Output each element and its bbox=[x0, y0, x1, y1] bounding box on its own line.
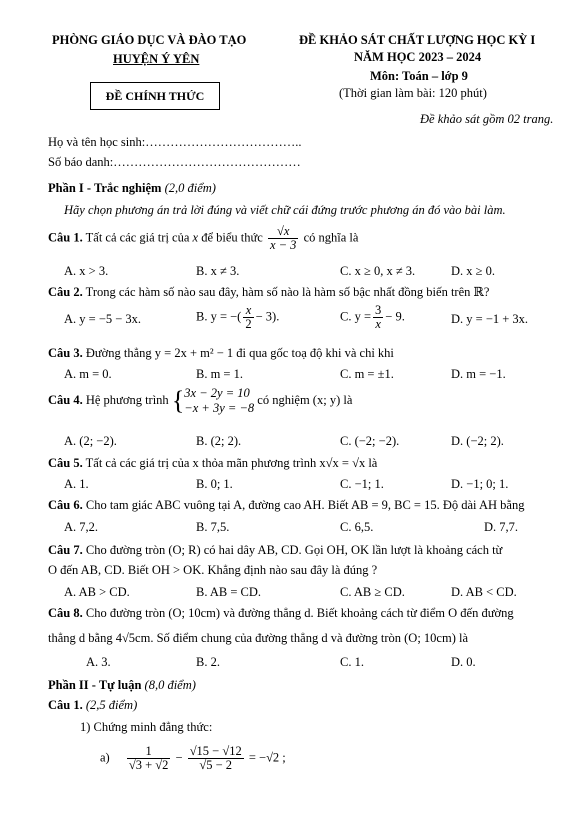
school-year: NĂM HỌC 2023 – 2024 bbox=[354, 50, 482, 64]
official-stamp: ĐỀ CHÍNH THỨC bbox=[90, 82, 220, 110]
q3-option-b: B. m = 1. bbox=[196, 367, 243, 381]
part1-title: Phần I - Trắc nghiệm bbox=[48, 181, 162, 195]
part2-question-1 bbox=[48, 698, 137, 713]
q6-option-a: A. 7,2. bbox=[64, 520, 99, 534]
exam-time: (Thời gian làm bài: 120 phút) bbox=[339, 86, 487, 100]
q4-post: có nghiệm (x; y) là bbox=[257, 392, 353, 407]
question-4 bbox=[48, 386, 352, 416]
page-count: Đề khảo sát gồm 02 trang. bbox=[420, 112, 554, 126]
part2-points: (8,0 điểm) bbox=[144, 678, 196, 692]
q2-option-c bbox=[340, 304, 405, 331]
part2-item-a bbox=[100, 745, 286, 772]
q6-option-b: B. 7,5. bbox=[196, 520, 230, 534]
q1-var: x bbox=[192, 230, 199, 245]
question-5 bbox=[48, 456, 377, 471]
q2-c-den: x bbox=[375, 317, 381, 332]
question-1 bbox=[48, 225, 358, 252]
q4-pre: Hệ phương trình bbox=[85, 392, 169, 407]
q2-c-num: 3 bbox=[375, 303, 382, 317]
q2-label: Câu 2. bbox=[48, 285, 83, 299]
q8-option-b: B. 2. bbox=[196, 655, 220, 669]
q8-line2: thẳng d bằng 4√5cm. Số điểm chung của đường thẳng d và đường tròn (O; 10cm) là bbox=[48, 631, 469, 645]
part1-instruction: Hãy chọn phương án trả lời đúng và viết chữ cái đứng trước phương án đó vào bài làm. bbox=[64, 203, 506, 217]
q4-option-c: C. (−2; −2). bbox=[340, 434, 400, 448]
q7-line2: O đến AB, CD. Biết OH > OK. Khẳng định nào sau đây là đúng ? bbox=[48, 563, 378, 577]
q3-label: Câu 3. bbox=[48, 346, 83, 360]
q4-eq2: −x + 3y = −8 bbox=[184, 401, 255, 415]
q1-den: x − 3 bbox=[269, 238, 297, 253]
q4-eq1: 3x − 2y = 10 bbox=[184, 386, 250, 400]
item-a-rhs: = −√2 ; bbox=[248, 750, 286, 765]
question-8 bbox=[48, 606, 514, 621]
q8-label: Câu 8. bbox=[48, 606, 83, 620]
item-a-fraction-1 bbox=[127, 745, 171, 772]
part1-heading bbox=[48, 181, 216, 196]
exam-title: ĐỀ KHẢO SÁT CHẤT LƯỢNG HỌC KỲ I bbox=[299, 33, 536, 47]
q3-option-c: C. m = ±1. bbox=[340, 367, 394, 381]
part1-points: (2,0 điểm) bbox=[164, 181, 216, 195]
student-name-field: Họ và tên học sinh:……………………………….. bbox=[48, 135, 302, 149]
q7-option-d: D. AB < CD. bbox=[451, 585, 517, 599]
q8-option-c: C. 1. bbox=[340, 655, 364, 669]
part2-heading bbox=[48, 678, 196, 693]
q2-b-pre: B. y = −( bbox=[196, 309, 242, 324]
q2-b-den: 2 bbox=[245, 317, 252, 332]
q2-b-num: x bbox=[243, 304, 253, 318]
item-a-label: a) bbox=[100, 750, 110, 765]
q8-option-d: D. 0. bbox=[451, 655, 476, 669]
q3-option-d: D. m = −1. bbox=[451, 367, 506, 381]
item-a-f1-num: 1 bbox=[127, 745, 171, 759]
q2-b-fraction bbox=[243, 304, 253, 331]
q7-option-a: A. AB > CD. bbox=[64, 585, 130, 599]
q2-b-post: − 3). bbox=[255, 309, 280, 324]
q2-c-pre: C. y = bbox=[340, 309, 372, 324]
question-2 bbox=[48, 284, 489, 300]
system-brace: { bbox=[171, 386, 185, 415]
q2-option-b bbox=[196, 304, 279, 331]
q1-post: có nghĩa là bbox=[303, 230, 359, 245]
q8-line1: Cho đường tròn (O; 10cm) và đường thẳng d. Biết khoảng cách từ điểm O đến đường bbox=[85, 606, 514, 620]
q8-option-a: A. 3. bbox=[86, 655, 111, 669]
q1-pre: Tất cả các giá trị của bbox=[85, 230, 190, 245]
question-6 bbox=[48, 498, 524, 513]
q5-option-b: B. 0; 1. bbox=[196, 477, 233, 491]
q2-c-fraction bbox=[373, 304, 383, 331]
part2-title: Phần II - Tự luận bbox=[48, 678, 142, 692]
q3-text: Đường thẳng y = 2x + m² − 1 đi qua gốc toạ độ khi và chỉ khi bbox=[85, 346, 394, 360]
q1-mid: để biểu thức bbox=[201, 230, 263, 245]
q6-label: Câu 6. bbox=[48, 498, 83, 512]
q4-system bbox=[184, 386, 254, 416]
q5-option-d: D. −1; 0; 1. bbox=[451, 477, 509, 491]
q1-num: √x bbox=[268, 225, 298, 239]
q5-text: Tất cả các giá trị của x thỏa mãn phương trình x√x = √x là bbox=[85, 456, 378, 470]
q7-line1: Cho đường tròn (O; R) có hai dây AB, CD. Gọi OH, OK lần lượt là khoảng cách từ bbox=[85, 543, 503, 557]
q1-fraction bbox=[268, 225, 298, 252]
q1-label: Câu 1. bbox=[48, 230, 83, 245]
question-3 bbox=[48, 346, 394, 361]
q2-c-post: − 9. bbox=[385, 309, 405, 324]
q1-option-b: B. x ≠ 3. bbox=[196, 264, 240, 278]
part2-c1-points: (2,5 điểm) bbox=[85, 698, 138, 712]
q5-label: Câu 5. bbox=[48, 456, 83, 470]
part2-item-1: 1) Chứng minh đẳng thức: bbox=[80, 720, 213, 734]
q3-option-a: A. m = 0. bbox=[64, 367, 112, 381]
q2-text: Trong các hàm số nào sau đây, hàm số nào là hàm số bậc nhất đồng biến trên ℝ? bbox=[85, 285, 490, 299]
part2-c1-label: Câu 1. bbox=[48, 698, 83, 712]
q1-option-c: C. x ≥ 0, x ≠ 3. bbox=[340, 264, 416, 278]
q1-option-d: D. x ≥ 0. bbox=[451, 264, 496, 278]
q4-option-a: A. (2; −2). bbox=[64, 434, 117, 448]
item-a-f1-den: √3 + √2 bbox=[128, 758, 169, 773]
item-a-f2-num: √15 − √12 bbox=[189, 744, 242, 758]
student-id-field: Số báo danh:……………………………………… bbox=[48, 155, 301, 169]
minus-sign: − bbox=[175, 750, 183, 765]
q7-label: Câu 7. bbox=[48, 543, 83, 557]
q6-option-c: C. 6,5. bbox=[340, 520, 374, 534]
q4-option-d: D. (−2; 2). bbox=[451, 434, 504, 448]
department-title: PHÒNG GIÁO DỤC VÀ ĐÀO TẠO bbox=[52, 33, 247, 47]
q4-option-b: B. (2; 2). bbox=[196, 434, 242, 448]
q6-text: Cho tam giác ABC vuông tại A, đường cao AH. Biết AB = 9, BC = 15. Độ dài AH bằng bbox=[85, 498, 525, 512]
q1-option-a: A. x > 3. bbox=[64, 264, 109, 278]
q7-option-b: B. AB = CD. bbox=[196, 585, 262, 599]
item-a-f2-den: √5 − 2 bbox=[199, 758, 233, 773]
district-title: HUYỆN Ý YÊN bbox=[113, 52, 200, 66]
item-a-fraction-2 bbox=[188, 745, 244, 772]
q4-label: Câu 4. bbox=[48, 392, 83, 407]
question-7 bbox=[48, 543, 502, 558]
subject: Môn: Toán – lớp 9 bbox=[370, 69, 468, 83]
q6-option-d: D. 7,7. bbox=[484, 520, 519, 534]
q5-option-a: A. 1. bbox=[64, 477, 89, 491]
q7-option-c: C. AB ≥ CD. bbox=[340, 585, 405, 599]
q2-option-d: D. y = −1 + 3x. bbox=[451, 312, 529, 326]
q5-option-c: C. −1; 1. bbox=[340, 477, 384, 491]
q2-option-a: A. y = −5 − 3x. bbox=[64, 312, 142, 326]
